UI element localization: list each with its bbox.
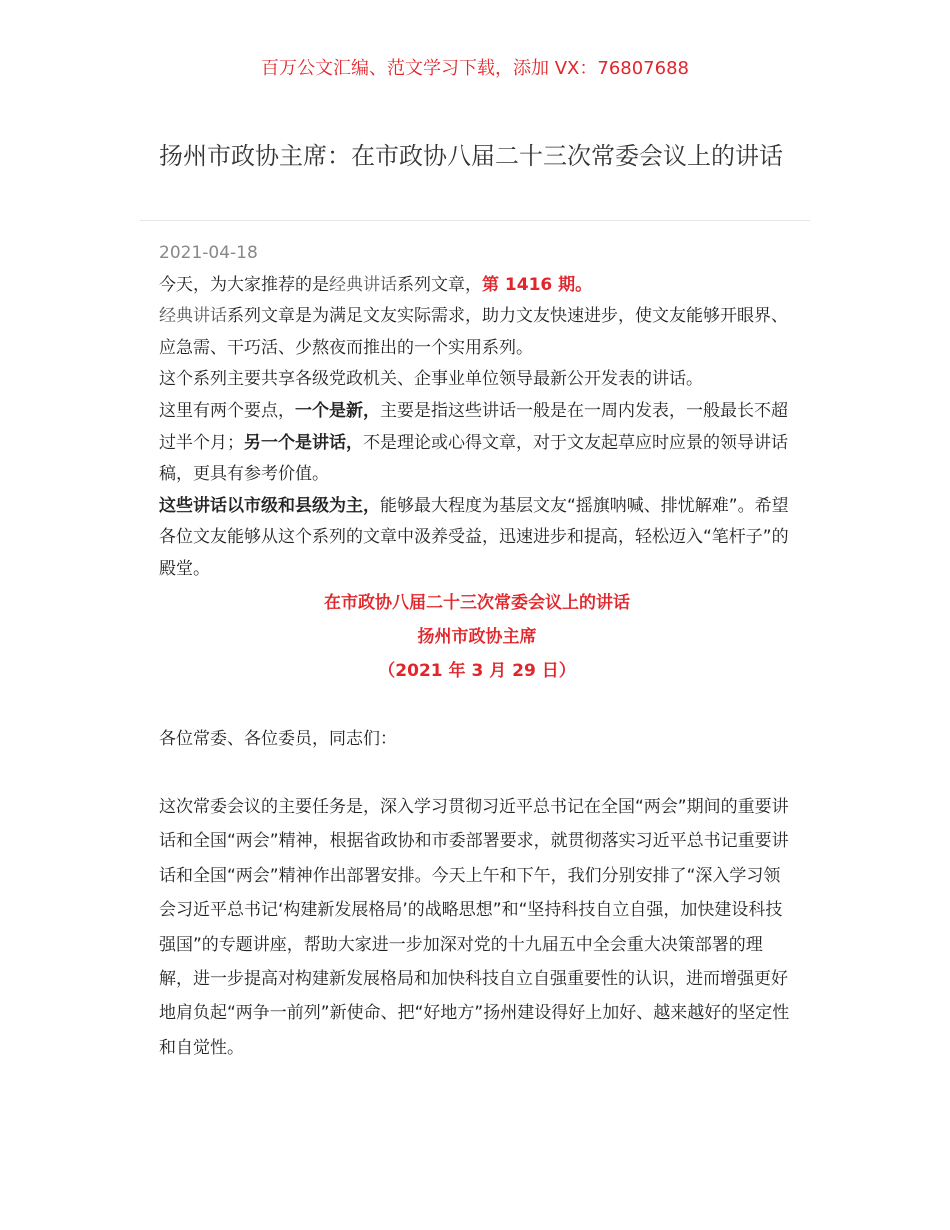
speech-date: （2021 年 3 月 29 日）	[378, 660, 576, 681]
p4-c: 主要是指这些讲话一般是在一周内发表，一般最长不超过半个月；	[159, 400, 788, 453]
article-body	[159, 238, 795, 1065]
speech-salutation: 各位常委、各位委员，同志们：	[159, 728, 397, 749]
promo-banner: 百万公文汇编、范文学习下载，添加 VX：76807688	[261, 58, 689, 79]
series-name: 经典讲话	[329, 274, 397, 295]
publish-date: 2021-04-18	[159, 243, 258, 263]
issue-number: 第 1416 期。	[482, 274, 593, 295]
p4-d: 另一个是讲话，	[244, 432, 363, 453]
title-divider	[140, 220, 810, 221]
intro-paragraph-2-text: 系列文章是为满足文友实际需求，助力文友快速进步，使文友能够开眼界、应急需、干巧活、少熬夜而推出的一个实用系列。	[159, 306, 788, 358]
speech-speaker: 扬州市政协主席	[417, 626, 537, 647]
series-name-2: 经典讲话	[159, 306, 227, 327]
p4-e: 不是理论或心得文章，对于文友起草应时应景的领导讲话稿，更具有参考价值。	[159, 432, 788, 485]
article-title: 扬州市政协主席：在市政协八届二十三次常委会议上的讲话	[159, 142, 783, 170]
intro-middle: 系列文章，	[397, 274, 482, 295]
intro-paragraph-5	[159, 491, 795, 586]
speech-heading: 在市政协八届二十三次常委会议上的讲话	[324, 592, 630, 613]
intro-prefix: 今天，为大家推荐的是	[159, 274, 329, 295]
p4-b: 一个是新，	[295, 400, 380, 421]
intro-paragraph-1	[159, 270, 795, 302]
speech-paragraph-1: 这次常委会议的主要任务是，深入学习贯彻习近平总书记在全国“两会”期间的重要讲话和全国“两会”精神，根据省政协和市委部署要求，就贯彻落实习近平总书记重要讲话和全国“两会”精神作出部署安排。今天上午和下午，我们分别安排了“深入学习领会习近平总书记‘构建新发展格局’的战略思想”和“坚持科技自立自强，加快建设科技强国”的专题讲座，帮助大家进一步加深对党的十九届五中全会重大决策部署的理解，进一步提高对构建新发展格局和加快科技自立自强重要性的认识，进而增强更好地肩负起“两争一前列”新使命、把“好地方”扬州建设得好上加好、越来越好的坚定性和自觉性。	[159, 796, 790, 1058]
p4-a: 这里有两个要点，	[159, 400, 295, 421]
p5-bold: 这些讲话以市级和县级为主，	[159, 495, 380, 516]
intro-paragraph-2	[159, 301, 795, 364]
intro-paragraph-4	[159, 396, 795, 491]
spacer	[159, 688, 795, 722]
intro-paragraph-3: 这个系列主要共享各级党政机关、企事业单位领导最新公开发表的讲话。	[159, 369, 703, 390]
p5-text: 能够最大程度为基层文友“摇旗呐喊、排忧解难”。希望各位文友能够从这个系列的文章中汲养受益，迅速进步和提高，轻松迈入“笔杆子”的殿堂。	[159, 495, 789, 579]
spacer	[159, 756, 795, 790]
